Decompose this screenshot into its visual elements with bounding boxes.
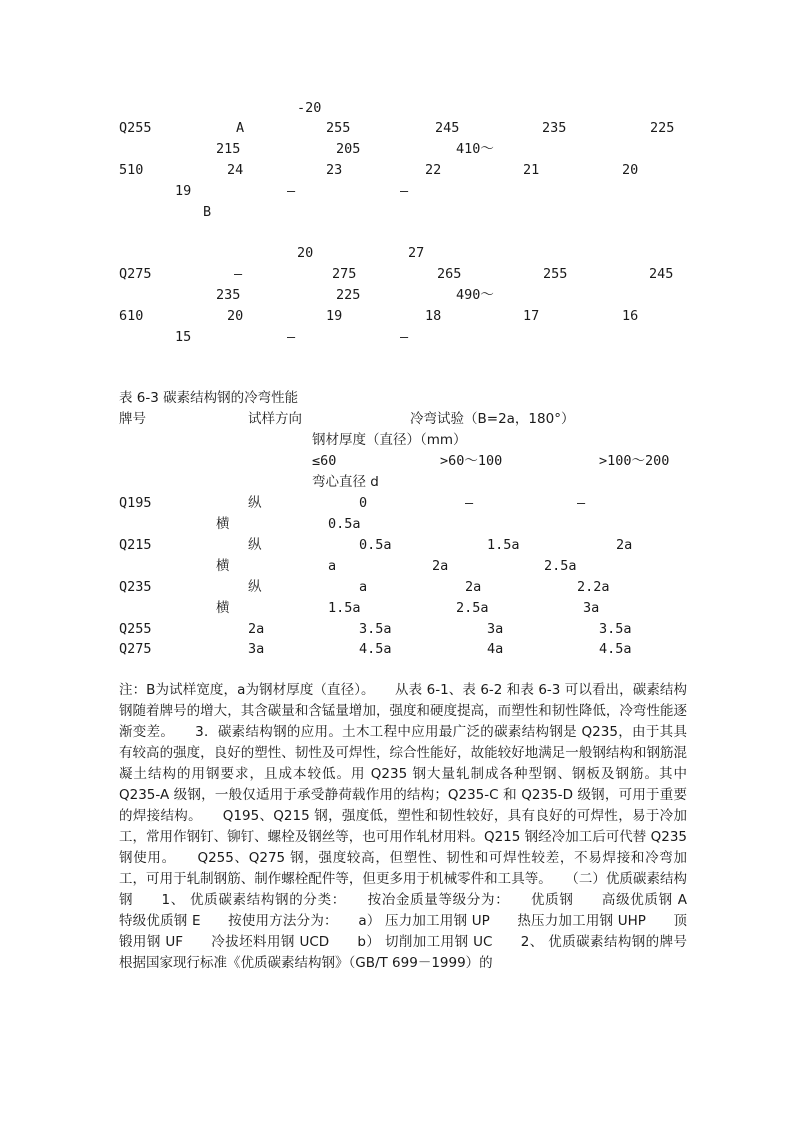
table-cell: 0.5a xyxy=(328,516,361,532)
table-cell: 20 xyxy=(622,162,639,178)
table-cell: 2.2a xyxy=(577,579,610,595)
table-cell: — xyxy=(287,329,296,345)
table-cell: 15 xyxy=(175,329,192,345)
header-t2: >60～100 xyxy=(440,453,503,469)
table-cell: 21 xyxy=(523,162,540,178)
table-cell: 3.5a xyxy=(359,621,392,637)
table-cell: 235 xyxy=(542,120,567,136)
table-cell: 18 xyxy=(425,308,442,324)
table-cell: 510 xyxy=(119,162,144,178)
table-cell: 255 xyxy=(543,266,568,282)
table-cell: 3a xyxy=(487,621,504,637)
row-grade: Q195 xyxy=(119,495,152,511)
row-grade: Q255 xyxy=(119,621,152,637)
table-cell: 255 xyxy=(326,120,351,136)
body-text: 注：B为试样宽度，a为钢材厚度（直径）。 从表 6-1、表 6-2 和表 6-3 可以看出，碳素结构钢随着牌号的增大，其含碳量和含锰量增加，强度和硬度提高，而塑性和韧性降低，冷弯性能逐渐变差。 3．碳素结构钢的应用。土木工程中应用最广泛的碳素结构钢是 Q235，由于其具有较高的强度，良好的塑性、韧性及可焊性，综合性能好，故能较好地满足一般钢结构和钢筋混凝土结构的用钢要求，且成本较低。用 Q235 钢大量轧制成各种型钢、钢板及钢筋。其中 Q235-A 级钢，一般仅适用于承受静荷载作用的结构；Q235-C 和 Q235-D 级钢，可用于重要的焊接结构。 Q195、Q215 钢，强度低，塑性和韧性较好，具有良好的可焊性，易于冷加工，常用作钢钉、铆钉、螺栓及钢丝等，也可用作轧材用料。Q215 钢经冷加工后可代替 Q235 钢使用。 Q255、Q275 钢，强度较高，但塑性、韧性和可焊性较差，不易焊接和冷弯加工，可用于轧制钢筋、制作螺栓配件等，但更多用于机械零件和工具等。 （二）优质碳素结构钢 1、 优质碳素结构钢的分类： 按冶金质量等级分为： 优质钢 高级优质钢 A 特级优质钢 E 按使用方法分为： a） 压力加工用钢 UP 热压力加工用钢 UHP 顶锻用钢 UF 冷拔坯料用钢 UCD b） 切削加工用钢 UC 2、 优质碳素结构钢的牌号 根据国家现行标准《优质碳素结构钢》（GB/T 699－1999）的 xyxy=(119,682,714,971)
body-paragraph xyxy=(119,680,714,974)
table-cell: a xyxy=(359,579,368,595)
table-cell: 23 xyxy=(326,162,343,178)
table-cell: 1.5a xyxy=(328,600,361,616)
table-cell: 2a xyxy=(465,579,482,595)
table-cell: 0 xyxy=(359,495,368,511)
table-cell: 4.5a xyxy=(599,641,632,657)
table-cell: 235 xyxy=(216,287,241,303)
row-grade: Q235 xyxy=(119,579,152,595)
table-cell: 19 xyxy=(175,183,192,199)
table-cell: 490～ xyxy=(456,287,494,303)
row-direction: 横 xyxy=(216,516,230,532)
table-cell: A xyxy=(236,120,245,136)
table-cell: -20 xyxy=(297,100,322,116)
table-cell: 3.5a xyxy=(599,621,632,637)
table-cell: 20 xyxy=(297,245,314,261)
table-cell: 27 xyxy=(408,245,425,261)
table-cell: Q275 xyxy=(119,266,152,282)
table-title: 表 6-3 碳素结构钢的冷弯性能 xyxy=(119,390,299,406)
table-cell: 17 xyxy=(523,308,540,324)
table-cell: 4.5a xyxy=(359,641,392,657)
header-grade: 牌号 xyxy=(119,411,146,427)
table-cell: 2.5a xyxy=(456,600,489,616)
table-cell: 3a xyxy=(248,641,265,657)
row-grade: Q275 xyxy=(119,641,152,657)
row-direction: 横 xyxy=(216,600,230,616)
row-direction: 纵 xyxy=(248,495,262,511)
header-direction: 试样方向 xyxy=(248,411,302,427)
table-cell: — xyxy=(400,329,409,345)
table-cell: — xyxy=(287,183,296,199)
table-cell: 0.5a xyxy=(359,537,392,553)
table-cell: 225 xyxy=(336,287,361,303)
table-cell: Q255 xyxy=(119,120,152,136)
table-cell: 2a xyxy=(616,537,633,553)
table-cell: 24 xyxy=(227,162,244,178)
table-cell: 205 xyxy=(336,141,361,157)
table-cell: 245 xyxy=(649,266,674,282)
header-t1: ≤60 xyxy=(312,453,337,469)
table-cell: — xyxy=(465,495,474,511)
row-direction: 横 xyxy=(216,558,230,574)
table-cell: 610 xyxy=(119,308,144,324)
table-cell: 245 xyxy=(435,120,460,136)
table-cell: 22 xyxy=(425,162,442,178)
table-cell: 1.5a xyxy=(487,537,520,553)
table-cell: 215 xyxy=(216,141,241,157)
table-cell: 20 xyxy=(227,308,244,324)
table-cell: 3a xyxy=(583,600,600,616)
table-cell: 265 xyxy=(437,266,462,282)
table-cell: 410～ xyxy=(456,141,494,157)
table-cell: 19 xyxy=(326,308,343,324)
table-cell: 2.5a xyxy=(544,558,577,574)
table-cell: 225 xyxy=(650,120,675,136)
header-thickness: 钢材厚度（直径）（mm） xyxy=(312,432,467,448)
row-direction: 纵 xyxy=(248,579,262,595)
table-cell: — xyxy=(577,495,586,511)
table-cell: 4a xyxy=(487,641,504,657)
table-cell: — xyxy=(400,183,409,199)
header-test: 冷弯试验（B=2a，180°） xyxy=(410,411,575,427)
row-grade: Q215 xyxy=(119,537,152,553)
header-mandrel: 弯心直径 d xyxy=(312,474,379,490)
table-cell: 275 xyxy=(332,266,357,282)
header-t3: >100～200 xyxy=(599,453,670,469)
table-cell: a xyxy=(328,558,337,574)
table-cell: — xyxy=(234,266,243,282)
table-cell: 16 xyxy=(622,308,639,324)
row-direction: 纵 xyxy=(248,537,262,553)
table-cell: B xyxy=(203,204,212,220)
table-cell: 2a xyxy=(432,558,449,574)
table-cell: 2a xyxy=(248,621,265,637)
